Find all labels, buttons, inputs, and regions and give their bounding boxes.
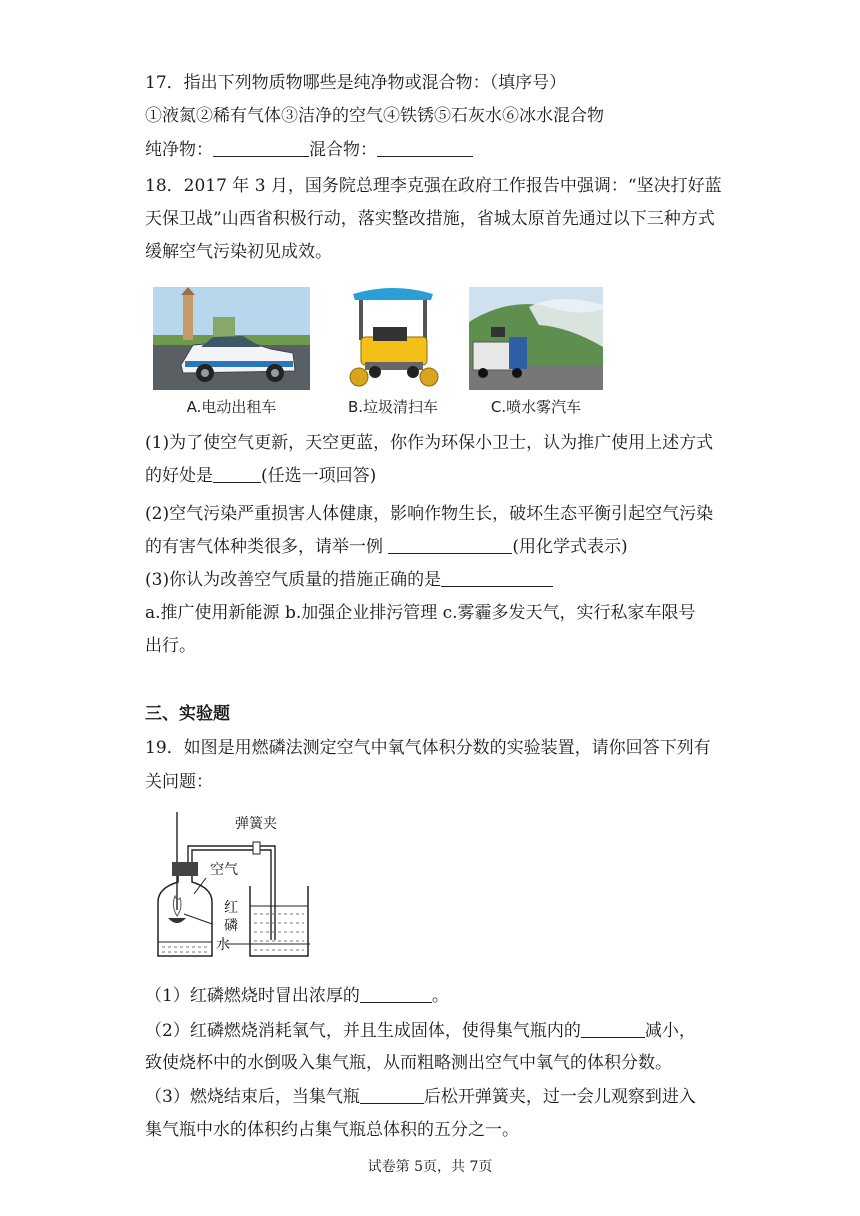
electric-taxi-image bbox=[153, 287, 310, 390]
q18-p3 bbox=[145, 569, 553, 591]
q18-intro-2: 天保卫战”山西省积极行动，落实整改措施，省城太原首先通过以下三种方式 bbox=[145, 209, 715, 229]
caption-a: A.电动出租车 bbox=[186, 398, 277, 416]
q18-p2-a: (2)空气污染严重损害人体健康，影响作物生长，破坏生态平衡引起空气污染 bbox=[145, 504, 714, 524]
q19-p2-prefix: （2）红磷燃烧消耗氧气，并且生成固体，使得集气瓶内的 bbox=[145, 1021, 581, 1041]
pure-label: 纯净物： bbox=[145, 140, 213, 160]
q18-p1-a: (1)为了使空气更新，天空更蓝，你作为环保小卫士，认为推广使用上述方式 bbox=[145, 433, 714, 453]
p2-prefix: 的有害气体种类很多，请举一例 bbox=[145, 537, 389, 557]
p1-prefix: 的好处是 bbox=[145, 466, 213, 486]
q18-options-cont: 出行。 bbox=[145, 636, 196, 656]
caption-c: C.喷水雾汽车 bbox=[490, 398, 582, 416]
q17-title: 17．指出下列物质物哪些是纯净物或混合物：（填序号） bbox=[145, 73, 567, 93]
q18-intro-3: 缓解空气污染初见成效。 bbox=[145, 242, 332, 262]
q19-p3-b: 集气瓶中水的体积约占集气瓶总体积的五分之一。 bbox=[145, 1120, 519, 1140]
p2-suffix: (用化学式表示) bbox=[512, 537, 628, 557]
q19-p3-prefix: （3）燃烧结束后，当集气瓶 bbox=[145, 1087, 360, 1107]
apparatus-diagram bbox=[150, 810, 320, 960]
label-red-2: 磷 bbox=[224, 918, 238, 934]
mist-truck-image bbox=[469, 287, 603, 390]
q19-p1-suffix: 。 bbox=[431, 986, 449, 1006]
q17-items: ①液氮②稀有气体③洁净的空气④铁锈⑤石灰水⑥冰水混合物 bbox=[145, 106, 604, 126]
pure-blank[interactable] bbox=[213, 140, 309, 157]
p1-suffix: (任选一项回答) bbox=[261, 466, 377, 486]
page-footer: 试卷第 5页，共 7页 bbox=[367, 1159, 493, 1175]
p2-blank[interactable] bbox=[388, 537, 512, 554]
q19-p1-blank[interactable] bbox=[360, 986, 432, 1003]
q19-p3 bbox=[145, 1086, 696, 1108]
p3-blank[interactable] bbox=[441, 570, 553, 587]
q19-p1 bbox=[145, 985, 449, 1007]
q19-intro-1: 19．如图是用燃磷法测定空气中氧气体积分数的实验装置，请你回答下列有 bbox=[145, 738, 711, 758]
label-water: 水 bbox=[216, 937, 230, 953]
label-clip: 弹簧夹 bbox=[235, 816, 277, 832]
q19-p2-blank[interactable] bbox=[581, 1021, 645, 1038]
p1-blank[interactable] bbox=[213, 466, 261, 483]
q19-intro-2: 关问题： bbox=[145, 772, 213, 792]
q19-p2 bbox=[145, 1020, 696, 1042]
section-title: 三、实验题 bbox=[145, 704, 230, 724]
p3-prefix: (3)你认为改善空气质量的措施正确的是 bbox=[145, 570, 442, 590]
q18-options: a.推广使用新能源 b.加强企业排污管理 c.雾霾多发天气，实行私家车限号 bbox=[145, 603, 696, 623]
mix-blank[interactable] bbox=[377, 140, 473, 157]
label-red-1: 红 bbox=[224, 900, 238, 916]
q18-p1-b bbox=[145, 465, 376, 487]
q19-p1-prefix: （1）红磷燃烧时冒出浓厚的 bbox=[145, 986, 360, 1006]
mix-label: 混合物： bbox=[309, 140, 377, 160]
q19-p2-b: 致使烧杯中的水倒吸入集气瓶，从而粗略测出空气中氧气的体积分数。 bbox=[145, 1053, 672, 1073]
q18-intro-1: 18．2017 年 3 月，国务院总理李克强在政府工作报告中强调：“坚决打好蓝 bbox=[145, 176, 722, 196]
q19-p3-suffix: 后松开弹簧夹，过一会儿观察到进入 bbox=[423, 1087, 696, 1107]
q19-p3-blank[interactable] bbox=[360, 1087, 424, 1104]
label-air: 空气 bbox=[210, 862, 238, 878]
q18-p2-b bbox=[145, 536, 628, 558]
q19-p2-suffix: 减小， bbox=[644, 1021, 696, 1041]
caption-b: B.垃圾清扫车 bbox=[347, 398, 439, 416]
street-sweeper-image bbox=[343, 282, 443, 390]
q17-answers bbox=[145, 139, 473, 161]
